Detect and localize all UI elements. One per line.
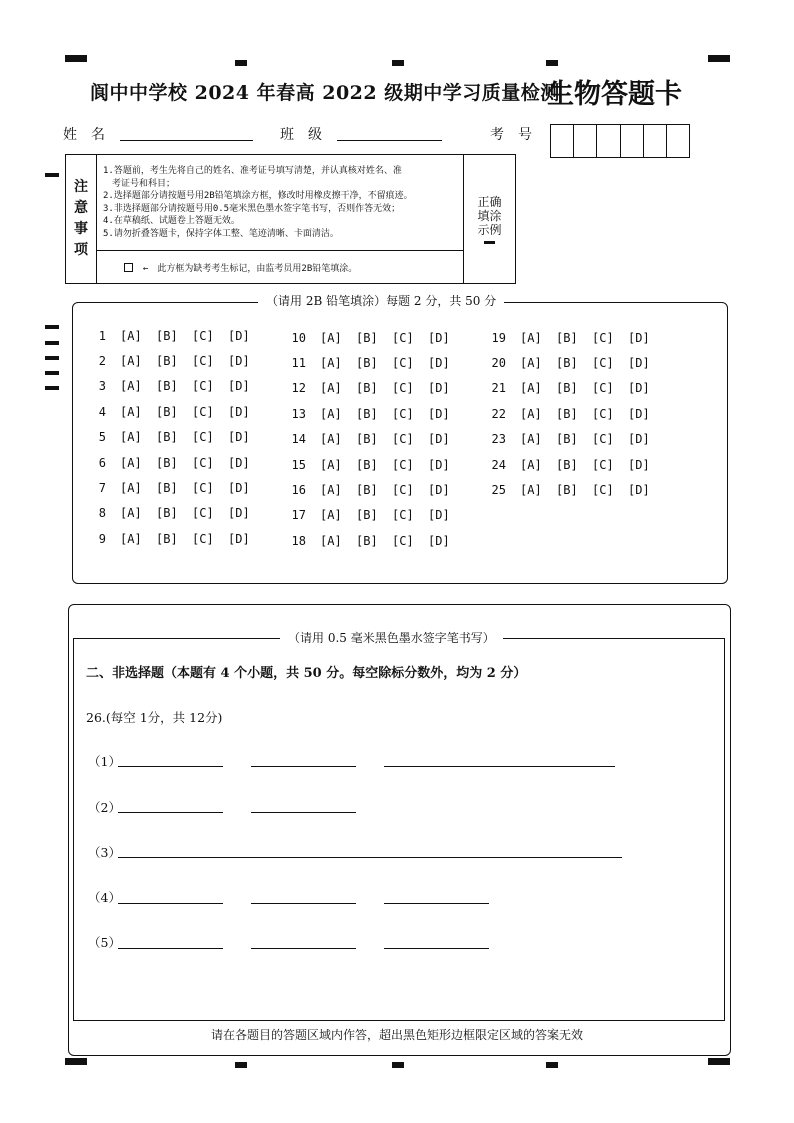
- timing-mark-bottom: [392, 1062, 404, 1068]
- mcq-question-row: [84, 399, 264, 424]
- option-bubble[interactable]: [C]: [392, 483, 414, 498]
- notice-side-char: 项: [74, 242, 88, 258]
- sub-question-label: （4）: [88, 890, 121, 905]
- option-bubble[interactable]: [B]: [156, 328, 178, 343]
- timing-mark-top: [392, 60, 404, 66]
- fill-example-label: 示例: [477, 222, 502, 237]
- exam-number-digit-box[interactable]: [667, 125, 689, 157]
- mcq-question-row: [84, 450, 264, 475]
- option-bubble[interactable]: [D]: [628, 432, 650, 447]
- answer-blank[interactable]: [251, 766, 356, 767]
- class-field[interactable]: [337, 140, 442, 141]
- option-bubble[interactable]: [C]: [392, 381, 414, 396]
- exam-number-digit-box[interactable]: [597, 125, 620, 157]
- option-bubble[interactable]: [C]: [192, 481, 214, 496]
- timing-mark-top-right: [708, 55, 730, 62]
- timing-mark-side: [45, 173, 59, 177]
- option-bubble[interactable]: [B]: [356, 432, 378, 447]
- option-bubble[interactable]: [C]: [392, 533, 414, 548]
- exam-number-digit-box[interactable]: [574, 125, 597, 157]
- option-bubble[interactable]: [D]: [628, 457, 650, 472]
- option-bubble[interactable]: [C]: [592, 381, 614, 396]
- mcq-question-row: [84, 475, 264, 500]
- question-number: 12: [291, 381, 306, 396]
- option-bubble[interactable]: [D]: [228, 354, 250, 369]
- notice-item: 4.在草稿纸、试题卷上答题无效。: [103, 216, 240, 227]
- question-number: 14: [291, 432, 306, 447]
- option-bubble[interactable]: [D]: [428, 432, 450, 447]
- section-title: 二、非选择题（本题有 4 个小题，共 50 分。每空除标分数外，均为 2 分）: [86, 666, 527, 681]
- option-bubble[interactable]: [B]: [156, 404, 178, 419]
- option-bubble[interactable]: [A]: [320, 508, 342, 523]
- option-bubble[interactable]: [C]: [592, 330, 614, 345]
- mcq-question-row: [84, 425, 264, 450]
- mcq-column: [484, 325, 664, 503]
- option-bubble[interactable]: [C]: [592, 406, 614, 421]
- mcq-question-row: [484, 350, 664, 375]
- timing-mark-side: [45, 325, 59, 329]
- option-bubble[interactable]: [D]: [228, 531, 250, 546]
- notice-items: [103, 165, 468, 241]
- timing-mark-side: [45, 356, 59, 360]
- option-bubble[interactable]: [B]: [156, 379, 178, 394]
- option-bubble[interactable]: [D]: [428, 483, 450, 498]
- option-bubble[interactable]: [B]: [556, 381, 578, 396]
- mcq-column: [84, 323, 264, 552]
- option-bubble[interactable]: [D]: [228, 404, 250, 419]
- question-number: 4: [98, 404, 106, 419]
- absent-mark-text: ← 此方框为缺考考生标记，由监考员用2B铅笔填涂。: [143, 264, 358, 274]
- option-bubble[interactable]: [A]: [320, 330, 342, 345]
- question-number: 24: [491, 457, 506, 472]
- option-bubble[interactable]: [A]: [320, 457, 342, 472]
- written-answer-area: [73, 638, 725, 1021]
- mcq-column: [284, 325, 464, 554]
- option-bubble[interactable]: [D]: [228, 379, 250, 394]
- answer-blank[interactable]: [251, 812, 356, 813]
- option-bubble[interactable]: [A]: [120, 404, 142, 419]
- option-bubble[interactable]: [B]: [556, 483, 578, 498]
- option-bubble[interactable]: [D]: [428, 406, 450, 421]
- answer-blank[interactable]: [118, 948, 223, 949]
- question-number: 22: [491, 406, 506, 421]
- mcq-question-row: [84, 501, 264, 526]
- timing-mark-bottom: [546, 1062, 558, 1068]
- notice-item: 5.请勿折叠答题卡，保持字体工整、笔迹清晰、卡面清洁。: [103, 228, 339, 239]
- answer-blank[interactable]: [251, 948, 356, 949]
- option-bubble[interactable]: [D]: [428, 508, 450, 523]
- option-bubble[interactable]: [A]: [320, 381, 342, 396]
- option-bubble[interactable]: [B]: [356, 483, 378, 498]
- option-bubble[interactable]: [B]: [156, 481, 178, 496]
- option-bubble[interactable]: [C]: [192, 430, 214, 445]
- option-bubble[interactable]: [B]: [356, 457, 378, 472]
- option-bubble[interactable]: [A]: [320, 406, 342, 421]
- notice-item: 1.答题前，考生先将自己的姓名、准考证号填写清楚，并认真核对姓名、准: [103, 166, 402, 176]
- option-bubble[interactable]: [D]: [428, 330, 450, 345]
- filled-mark-example-icon: [484, 241, 495, 244]
- timing-mark-top: [546, 60, 558, 66]
- option-bubble[interactable]: [D]: [628, 330, 650, 345]
- option-bubble[interactable]: [D]: [628, 406, 650, 421]
- question-number: 16: [291, 483, 306, 498]
- option-bubble[interactable]: [B]: [556, 457, 578, 472]
- answer-blank[interactable]: [384, 948, 489, 949]
- question-number: 5: [98, 430, 106, 445]
- option-bubble[interactable]: [B]: [556, 356, 578, 371]
- mcq-question-row: [484, 477, 664, 502]
- option-bubble[interactable]: [D]: [428, 381, 450, 396]
- mcq-question-row: [284, 325, 464, 350]
- notice-box: [65, 154, 516, 284]
- sub-question-label: （3）: [88, 845, 121, 860]
- timing-mark-top: [235, 60, 247, 66]
- question-number: 6: [98, 455, 106, 470]
- question-number: 17: [291, 508, 306, 523]
- answer-blank[interactable]: [118, 812, 223, 813]
- question-number: 1: [98, 328, 106, 343]
- notice-item: 3.非选择题部分请按题号用0.5毫米黑色墨水签字笔书写，否则作答无效；: [103, 203, 401, 214]
- option-bubble[interactable]: [B]: [156, 506, 178, 521]
- option-bubble[interactable]: [C]: [192, 354, 214, 369]
- timing-mark-side: [45, 371, 59, 375]
- notice-side-char: 意: [74, 200, 88, 216]
- question-number: 13: [291, 406, 306, 421]
- mcq-question-row: [284, 401, 464, 426]
- option-bubble[interactable]: [A]: [520, 381, 542, 396]
- option-bubble[interactable]: [C]: [592, 356, 614, 371]
- absent-mark-row: [124, 261, 357, 274]
- answer-sheet-title: 生物答题卡: [547, 79, 682, 110]
- sub-question-label: （2）: [88, 800, 121, 815]
- option-bubble[interactable]: [C]: [392, 457, 414, 472]
- mcq-question-row: [84, 526, 264, 551]
- absent-checkbox[interactable]: [124, 263, 133, 272]
- option-bubble[interactable]: [C]: [192, 404, 214, 419]
- answer-blank[interactable]: [384, 903, 489, 904]
- option-bubble[interactable]: [B]: [156, 354, 178, 369]
- timing-mark-bottom-right: [708, 1058, 730, 1065]
- option-bubble[interactable]: [D]: [628, 381, 650, 396]
- exam-number-label: 考 号: [490, 127, 532, 143]
- answer-blank[interactable]: [118, 857, 622, 858]
- option-bubble[interactable]: [B]: [356, 533, 378, 548]
- sub-question-label: （1）: [88, 754, 121, 769]
- option-bubble[interactable]: [C]: [192, 379, 214, 394]
- timing-mark-bottom-left: [65, 1058, 87, 1065]
- option-bubble[interactable]: [A]: [520, 330, 542, 345]
- option-bubble[interactable]: [D]: [628, 356, 650, 371]
- mcq-question-row: [84, 323, 264, 348]
- notice-side-label: [66, 155, 97, 283]
- option-bubble[interactable]: [D]: [628, 483, 650, 498]
- question-number: 20: [491, 356, 506, 371]
- option-bubble[interactable]: [C]: [392, 432, 414, 447]
- question-number: 21: [491, 381, 506, 396]
- mcq-legend: （请用 2B 铅笔填涂）每题 2 分，共 50 分: [258, 292, 504, 309]
- option-bubble[interactable]: [D]: [228, 481, 250, 496]
- notice-item: 2.选择题部分请按题号用2B铅笔填涂方框，修改时用橡皮擦干净，不留痕迹。: [103, 191, 413, 202]
- mcq-question-row: [484, 325, 664, 350]
- mcq-question-row: [484, 401, 664, 426]
- question-number: 25: [491, 483, 506, 498]
- timing-mark-bottom: [235, 1062, 247, 1068]
- timing-mark-top-left: [65, 55, 87, 62]
- option-bubble[interactable]: [D]: [428, 533, 450, 548]
- option-bubble[interactable]: [A]: [120, 354, 142, 369]
- question-number: 23: [491, 432, 506, 447]
- option-bubble[interactable]: [A]: [520, 432, 542, 447]
- option-bubble[interactable]: [B]: [356, 356, 378, 371]
- option-bubble[interactable]: [A]: [520, 356, 542, 371]
- question-number: 19: [491, 330, 506, 345]
- option-bubble[interactable]: [A]: [120, 531, 142, 546]
- notice-item: 考证号和科目；: [103, 178, 176, 189]
- mcq-question-row: [284, 477, 464, 502]
- question-number: 10: [291, 330, 306, 345]
- question-number: 7: [98, 481, 106, 496]
- mcq-question-row: [484, 452, 664, 477]
- option-bubble[interactable]: [C]: [192, 531, 214, 546]
- option-bubble[interactable]: [C]: [192, 506, 214, 521]
- option-bubble[interactable]: [B]: [156, 430, 178, 445]
- mcq-question-row: [284, 350, 464, 375]
- option-bubble[interactable]: [C]: [592, 432, 614, 447]
- mcq-question-row: [284, 427, 464, 452]
- timing-mark-side: [45, 386, 59, 390]
- option-bubble[interactable]: [B]: [156, 531, 178, 546]
- class-label: 班 级: [280, 127, 322, 143]
- option-bubble[interactable]: [B]: [556, 330, 578, 345]
- option-bubble[interactable]: [C]: [392, 330, 414, 345]
- fill-example-label: 正确: [477, 194, 502, 209]
- question-number: 8: [98, 506, 106, 521]
- option-bubble[interactable]: [A]: [120, 379, 142, 394]
- sub-question-label: （5）: [88, 935, 121, 950]
- mcq-question-row: [284, 528, 464, 553]
- question-number: 9: [98, 531, 106, 546]
- mcq-question-row: [484, 376, 664, 401]
- exam-number-digit-box[interactable]: [551, 125, 574, 157]
- option-bubble[interactable]: [D]: [228, 455, 250, 470]
- option-bubble[interactable]: [A]: [120, 430, 142, 445]
- answer-blank[interactable]: [118, 766, 223, 767]
- option-bubble[interactable]: [C]: [392, 508, 414, 523]
- option-bubble[interactable]: [A]: [320, 533, 342, 548]
- option-bubble[interactable]: [C]: [392, 356, 414, 371]
- option-bubble[interactable]: [A]: [120, 481, 142, 496]
- timing-mark-side: [45, 341, 59, 345]
- notice-divider: [96, 250, 463, 251]
- option-bubble[interactable]: [A]: [520, 406, 542, 421]
- option-bubble[interactable]: [B]: [356, 330, 378, 345]
- answer-blank[interactable]: [384, 766, 615, 767]
- option-bubble[interactable]: [A]: [320, 483, 342, 498]
- answer-blank[interactable]: [118, 903, 223, 904]
- mcq-question-row: [284, 376, 464, 401]
- option-bubble[interactable]: [D]: [228, 430, 250, 445]
- footer-warning: 请在各题目的答题区域内作答，超出黑色矩形边框限定区域的答案无效: [210, 1028, 583, 1042]
- option-bubble[interactable]: [A]: [320, 432, 342, 447]
- mcq-question-row: [84, 348, 264, 373]
- option-bubble[interactable]: [B]: [156, 455, 178, 470]
- option-bubble[interactable]: [C]: [192, 455, 214, 470]
- fill-example: [463, 155, 515, 283]
- option-bubble[interactable]: [A]: [120, 506, 142, 521]
- mcq-question-row: [484, 427, 664, 452]
- exam-number-digit-box[interactable]: [644, 125, 667, 157]
- name-field[interactable]: [120, 140, 253, 141]
- option-bubble[interactable]: [D]: [228, 328, 250, 343]
- option-bubble[interactable]: [D]: [428, 356, 450, 371]
- mcq-question-row: [284, 452, 464, 477]
- option-bubble[interactable]: [A]: [120, 328, 142, 343]
- answer-blank[interactable]: [251, 903, 356, 904]
- exam-title: 阆中中学校 2024 年春高 2022 级期中学习质量检测: [90, 82, 560, 104]
- option-bubble[interactable]: [A]: [320, 356, 342, 371]
- option-bubble[interactable]: [A]: [120, 455, 142, 470]
- mcq-question-row: [284, 503, 464, 528]
- option-bubble[interactable]: [C]: [592, 457, 614, 472]
- option-bubble[interactable]: [A]: [520, 483, 542, 498]
- exam-number-boxes[interactable]: [550, 124, 690, 158]
- option-bubble[interactable]: [B]: [356, 406, 378, 421]
- mcq-question-row: [84, 374, 264, 399]
- written-legend: （请用 0.5 毫米黑色墨水签字笔书写）: [280, 629, 503, 646]
- notice-side-char: 事: [74, 221, 88, 237]
- name-label: 姓 名: [63, 127, 105, 143]
- question-number: 2: [98, 354, 106, 369]
- option-bubble[interactable]: [D]: [428, 457, 450, 472]
- option-bubble[interactable]: [D]: [228, 506, 250, 521]
- option-bubble[interactable]: [B]: [556, 406, 578, 421]
- option-bubble[interactable]: [B]: [556, 432, 578, 447]
- question-number: 3: [98, 379, 106, 394]
- option-bubble[interactable]: [C]: [592, 483, 614, 498]
- option-bubble[interactable]: [B]: [356, 381, 378, 396]
- fill-example-label: 填涂: [477, 208, 502, 223]
- question-header: 26.(每空 1分，共 12分): [86, 710, 223, 725]
- question-number: 18: [291, 533, 306, 548]
- option-bubble[interactable]: [A]: [520, 457, 542, 472]
- question-number: 11: [291, 356, 306, 371]
- option-bubble[interactable]: [C]: [192, 328, 214, 343]
- notice-side-char: 注: [74, 179, 88, 195]
- exam-number-digit-box[interactable]: [621, 125, 644, 157]
- question-number: 15: [291, 457, 306, 472]
- option-bubble[interactable]: [C]: [392, 406, 414, 421]
- option-bubble[interactable]: [B]: [356, 508, 378, 523]
